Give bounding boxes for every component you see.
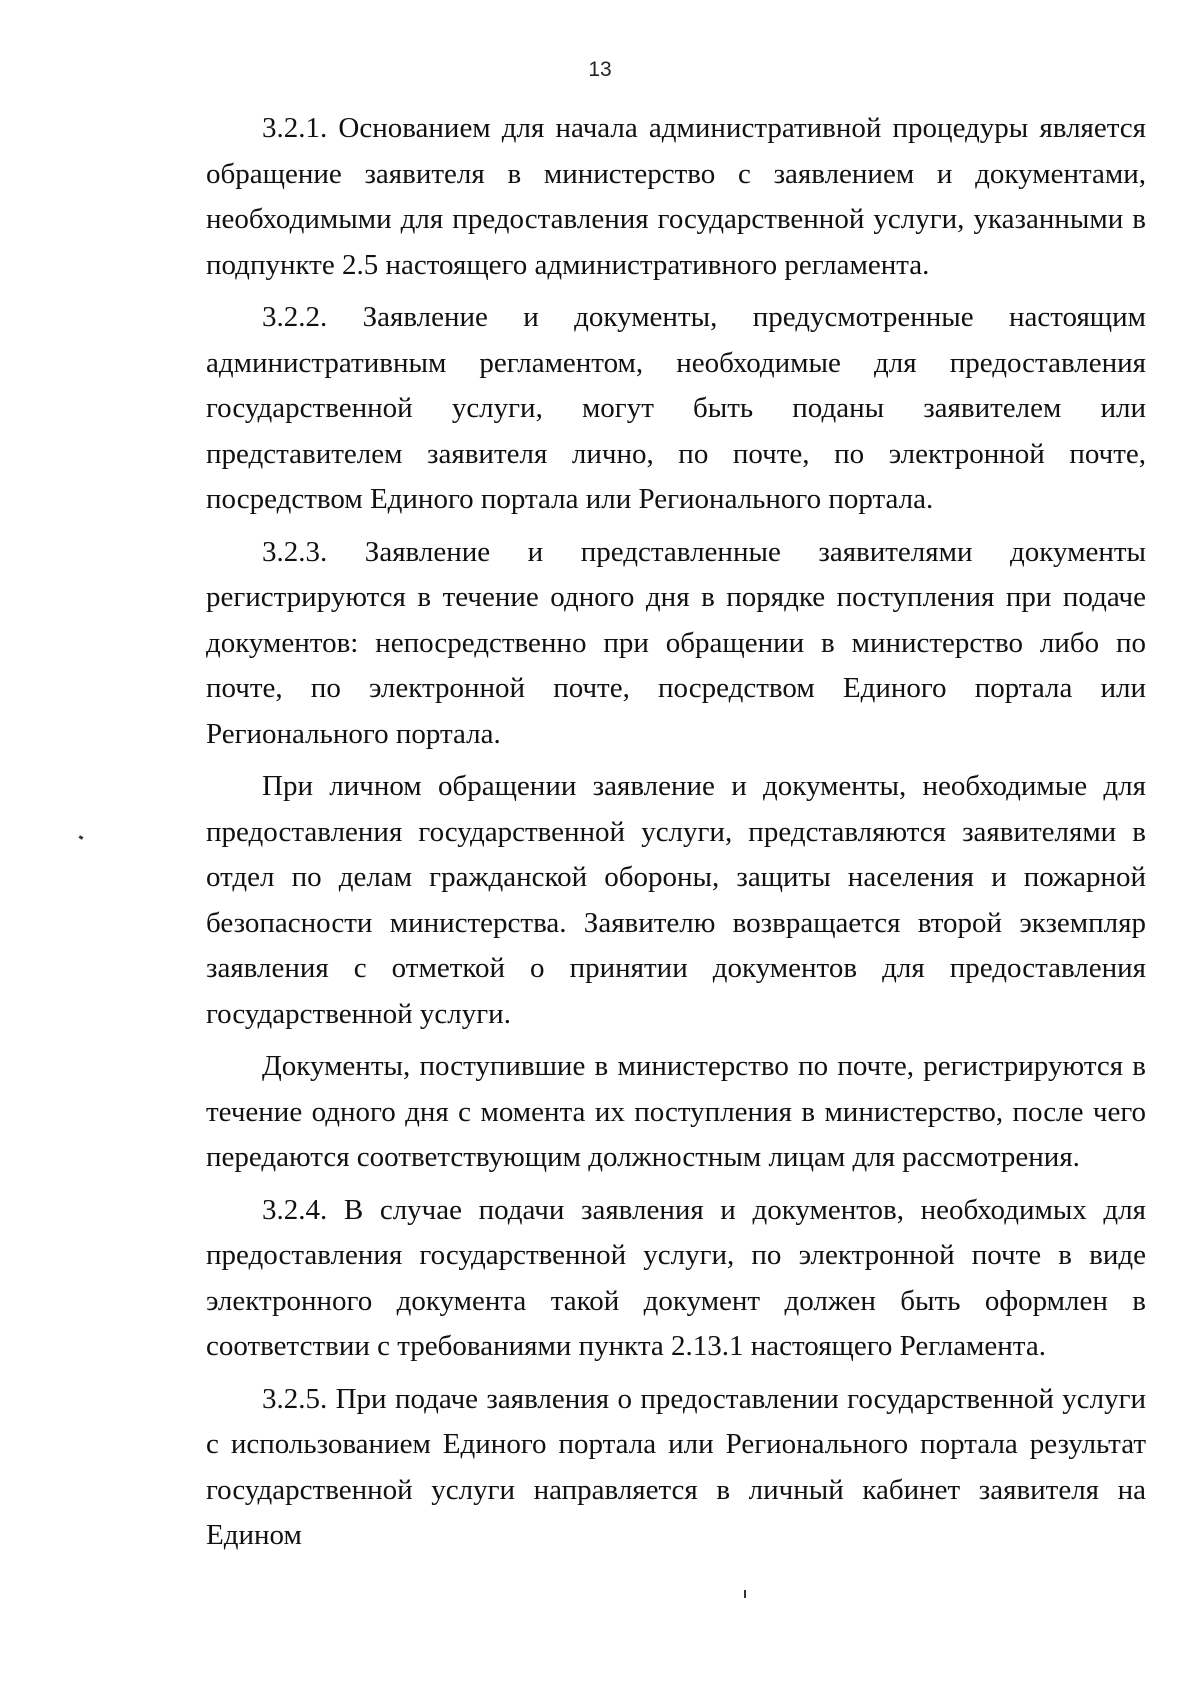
page-number: 13 [588,58,612,81]
paragraph-3-2-4: 3.2.4. В случае подачи заявления и документов, необходимых для предоставления государственной услуги, по электронной почте в виде электронного документа такой документ должен быть оформлен в соответствии с требованиями пункта 2.13.1 настоящего Регламента. [206,1193,1146,1362]
paragraph-postal-documents: Документы, поступившие в министерство по почте, регистрируются в течение одного дня с момента их поступления в министерство, после чего передаются соответствующим должностным лицам для рассмотрения. [206,1050,1146,1173]
scan-speck [744,1590,746,1598]
document-body [206,106,1146,1559]
paragraph-3-2-3: 3.2.3. Заявление и представленные заявителями документы регистрируются в течение одного дня в порядке поступления при подаче документов: непосредственно при обращении в министерство либо по почте, по электронной почте, посредством Единого портала или Регионального портала. [206,535,1146,750]
paragraph-3-2-5: 3.2.5. При подаче заявления о предоставлении государственной услуги с использованием Единого портала или Регионального портала результат государственной услуги направляется в личный кабинет заявителя на Едином [206,1382,1146,1551]
paragraph-3-2-1: 3.2.1. Основанием для начала административной процедуры является обращение заявителя в министерство с заявлением и документами, необходимыми для предоставления государственной услуги, указанными в подпункте 2.5 настоящего административного регламента. [206,112,1146,281]
paragraph-personal-appeal: При личном обращении заявление и документы, необходимые для предоставления государственной услуги, представляются заявителями в отдел по делам гражданской обороны, защиты населения и пожарной безопасности министерства. Заявителю возвращается второй экземпляр заявления с отметкой о принятии документов для предоставления государственной услуги. [206,770,1146,1030]
paragraph-3-2-2: 3.2.2. Заявление и документы, предусмотренные настоящим административным регламентом, необходимые для предоставления государственной услуги, могут быть поданы заявителем или представителем заявителя лично, по почте, по электронной почте, посредством Единого портала или Регионального портала. [206,301,1146,515]
scan-speck [79,835,84,840]
